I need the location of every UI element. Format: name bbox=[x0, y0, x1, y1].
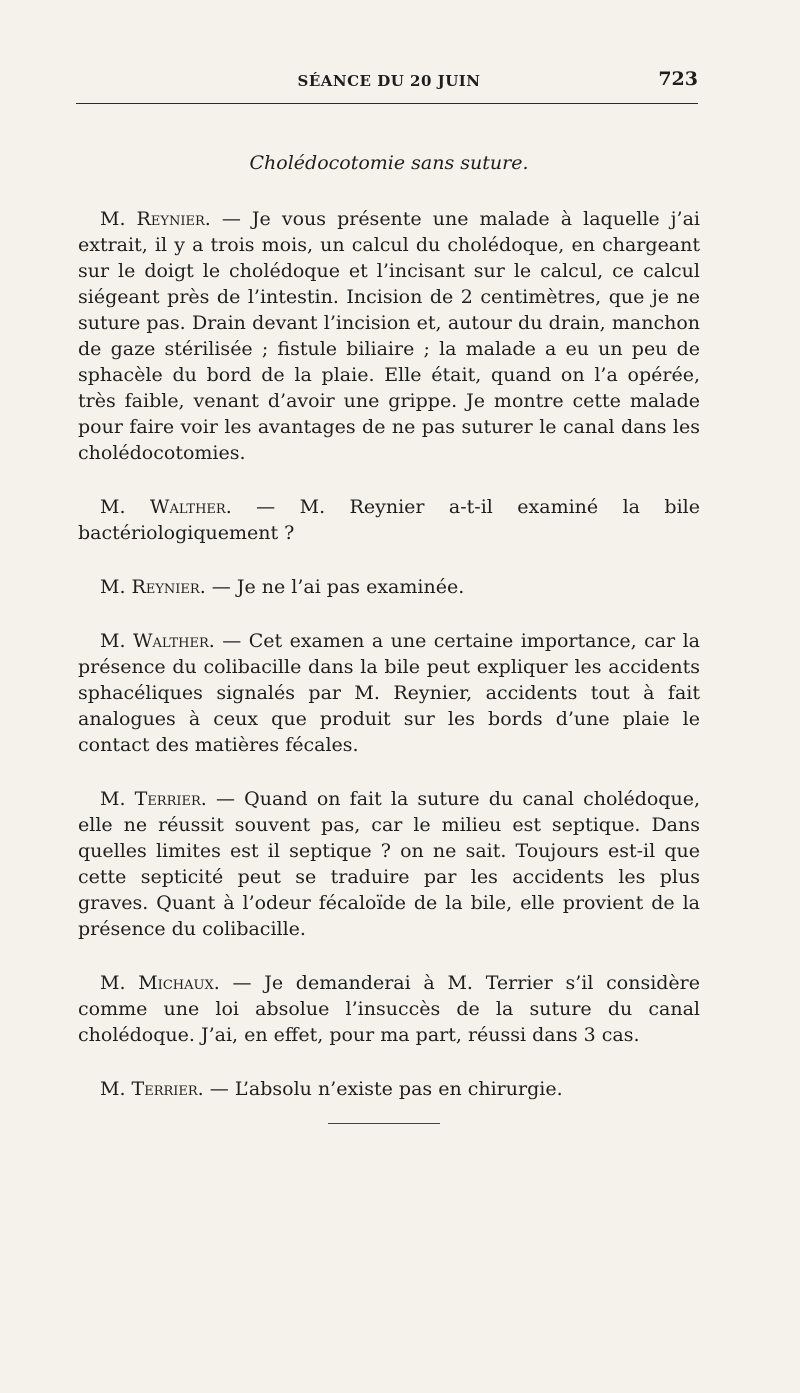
paragraph-text: — Cet examen a une certaine importance, car la présence du colibacille dans la bile peut expliquer les accidents sphacéliques signalés par M. Reynier, accidents tout à fait analogues à ceux que produit sur les bords d’une plaie le contact des matières fécales. bbox=[78, 630, 700, 756]
speaker-name: M. Reynier. bbox=[100, 576, 206, 598]
paragraph-text: — L’absolu n’existe pas en chirurgie. bbox=[203, 1078, 563, 1100]
page-number: 723 bbox=[658, 68, 698, 90]
paragraph-text: — Je ne l’ai pas examinée. bbox=[205, 576, 465, 598]
header-rule bbox=[76, 103, 698, 104]
section-title: Cholédocotomie sans suture. bbox=[249, 152, 529, 174]
paragraph bbox=[78, 628, 700, 758]
paragraph-text: — M. Reynier a-t-il examiné la bile bactériologiquement ? bbox=[78, 496, 700, 544]
speaker-name: M. Terrier. bbox=[100, 1078, 204, 1100]
paragraph bbox=[78, 494, 700, 546]
body-text bbox=[78, 206, 700, 1130]
speaker-name: M. Michaux. bbox=[100, 972, 220, 994]
paragraph-text: — Je demanderai à M. Terrier s’il considère comme une loi absolue l’insuccès de la suture du canal cholédoque. J’ai, en effet, pour ma part, réussi dans 3 cas. bbox=[78, 972, 701, 1046]
speaker-name: M. Reynier. bbox=[100, 208, 211, 230]
speaker-name: M. Terrier. bbox=[100, 788, 207, 810]
paragraph-text: — Je vous présente une malade à laquelle j’ai extrait, il y a trois mois, un calcul du cholédoque, en chargeant sur le doigt le cholédoque et l’incisant sur le calcul, ce calcul siégeant près de l’intestin. Incision de 2 centimètres, que je ne suture pas. Drain devant l’incision et, autour du drain, manchon de gaze stérilisée ; fistule biliaire ; la malade a eu un peu de sphacèle du bord de la plaie. Elle était, quand on l’a opérée, très faible, venant d’avoir une grippe. Je montre cette malade pour faire voir les avantages de ne pas suturer le canal dans les cholédocotomies. bbox=[78, 208, 700, 464]
page-header bbox=[78, 66, 700, 100]
end-rule bbox=[328, 1123, 440, 1124]
speaker-name: M. Walther. bbox=[100, 630, 215, 652]
speaker-name: M. Walther. bbox=[100, 496, 232, 518]
paragraph bbox=[78, 970, 700, 1048]
running-title: SÉANCE DU 20 JUIN bbox=[297, 72, 481, 90]
paragraph bbox=[78, 786, 700, 942]
paragraph bbox=[78, 1076, 700, 1102]
paragraph-text: — Quand on fait la suture du canal cholédoque, elle ne réussit souvent pas, car le milieu est septique. Dans quelles limites est il septique ? on ne sait. Toujours est-il que cette septicité peut se traduire par les accidents les plus graves. Quant à l’odeur fécaloïde de la bile, elle provient de la présence du colibacille. bbox=[78, 788, 700, 940]
paragraph bbox=[78, 574, 700, 600]
paragraph bbox=[78, 206, 700, 466]
